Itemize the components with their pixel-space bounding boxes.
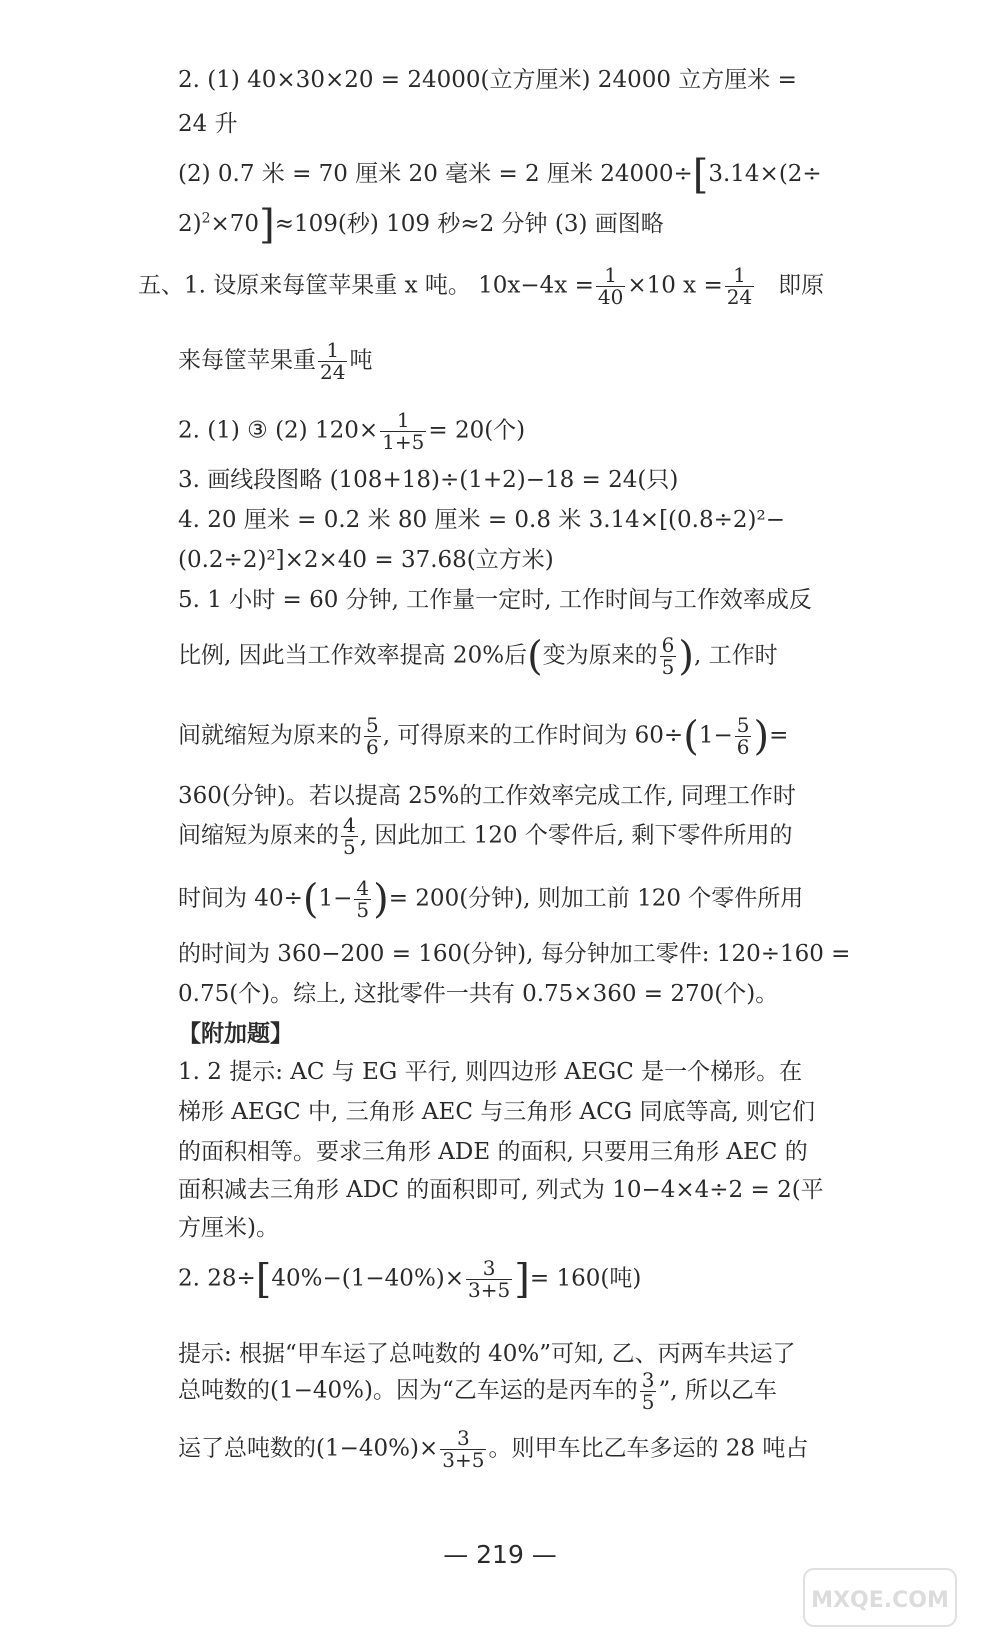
section5-q5-l3: 间就缩短为原来的 $\frac{5}{6}$ , 可得原来的工作时间为 60÷(1− $\frac{5}{6}$ )= — [178, 713, 789, 760]
bonus-q1-l5: 方厘米)。 — [178, 1215, 279, 1241]
bonus-q2: 2. 28÷[40%−(1−40%)× $\frac{3}{3+5}$ ]= 160(吨) — [178, 1256, 642, 1303]
page-number: — 219 — — [443, 1540, 557, 1569]
bonus-q2-hint-l2: 总吨数的(1−40%)。因为“乙车运的是丙车的 $\frac{3}{5}$ ”, 所以乙车 — [178, 1368, 777, 1414]
q2-part1: 2. (1) 40×30×20 = 24000(立方厘米) 24000 立方厘米 = — [178, 67, 797, 93]
fraction: $\frac{4}{5}$ — [343, 813, 356, 859]
bonus-q1-l3: 的面积相等。要求三角形 ADE 的面积, 只要用三角形 AEC 的 — [178, 1139, 808, 1165]
bonus-q1-l4: 面积减去三角形 ADC 的面积即可, 列式为 10−4×4÷2 = 2(平 — [178, 1177, 824, 1203]
section5-q5-l6: 时间为 40÷(1− $\frac{4}{5}$ )= 200(分钟), 则加工前 120 个零件所用 — [178, 876, 804, 923]
bonus-q2-hint-l3: 运了总吨数的(1−40%)× $\frac{3}{3+5}$ 。则甲车比乙车多运的 28 吨占 — [178, 1426, 809, 1472]
section5-q3: 3. 画线段图略 (108+18)÷(1+2)−18 = 24(只) — [178, 467, 679, 493]
bonus-q2-hint: 提示: 根据“甲车运了总吨数的 40%”可知, 乙、丙两车共运了 — [178, 1341, 796, 1367]
section5-q5-l2: 比例, 因此当工作效率提高 20%后(变为原来的 $\frac{6}{5}$ ), 工作时 — [178, 633, 778, 680]
fraction: $\frac{3}{3+5}$ — [468, 1256, 511, 1302]
section5-q5-l7: 的时间为 360−200 = 160(分钟), 每分钟加工零件: 120÷160 = — [178, 941, 851, 967]
section5-q5-l4: 360(分钟)。若以提高 25%的工作效率完成工作, 同理工作时 — [178, 783, 796, 809]
bonus-heading: 【附加题】 — [178, 1021, 293, 1047]
watermark-icon — [800, 1565, 960, 1630]
svg-text:MXQE.COM: MXQE.COM — [811, 1588, 949, 1613]
section5-q5-l8: 0.75(个)。综上, 这批零件一共有 0.75×360 = 270(个)。 — [178, 981, 779, 1007]
bonus-q1-l2: 梯形 AEGC 中, 三角形 AEC 与三角形 ACG 同底等高, 则它们 — [178, 1099, 816, 1125]
q2-part2: (2) 0.7 米 = 70 厘米 20 毫米 = 2 厘米 24000÷[3.14×(2÷ — [178, 152, 822, 198]
q2-part2-cont: 2)$^2$×70]≈109(秒) 109 秒≈2 分钟 (3) 画图略 — [178, 202, 664, 248]
bonus-q1: 1. 2 提示: AC 与 EG 平行, 则四边形 AEGC 是一个梯形。在 — [178, 1059, 803, 1085]
section5-q1-cont: 来每筐苹果重 $\frac{1}{24}$ 吨 — [178, 338, 373, 384]
section5-q4-cont: (0.2÷2)²]×2×40 = 37.68(立方米) — [178, 547, 554, 573]
section5-q1: 五、1. 设原来每筐苹果重 x 吨。 10x−4x = $\frac{1}{40}$ ×10 x = $\frac{1}{24}$ 即原 — [138, 263, 825, 309]
section5-q2: 2. (1) ③ (2) 120× $\frac{1}{1+5}$ = 20(个) — [178, 408, 526, 454]
fraction: $\frac{6}{5}$ — [661, 633, 675, 679]
fraction: $\frac{3}{3+5}$ — [442, 1426, 485, 1472]
fraction: $\frac{5}{6}$ — [736, 713, 750, 759]
section5-q4: 4. 20 厘米 = 0.2 米 80 厘米 = 0.8 米 3.14×[(0.8÷2)²− — [178, 507, 785, 533]
section5-q5-l5: 间缩短为原来的 $\frac{4}{5}$ , 因此加工 120 个零件后, 剩下零件所用的 — [178, 813, 793, 859]
fraction: $\frac{4}{5}$ — [356, 876, 370, 922]
watermark-logo — [800, 1565, 960, 1630]
fraction: $\frac{1}{24}$ — [320, 338, 346, 384]
section5-q5: 5. 1 小时 = 60 分钟, 工作量一定时, 工作时间与工作效率成反 — [178, 587, 812, 613]
q2-part1-cont: 24 升 — [178, 111, 238, 137]
fraction: $\frac{3}{5}$ — [641, 1368, 655, 1414]
fraction: $\frac{1}{24}$ — [726, 263, 753, 309]
fraction: $\frac{1}{1+5}$ — [382, 408, 425, 454]
fraction: $\frac{5}{6}$ — [366, 713, 379, 759]
fraction: $\frac{1}{40}$ — [597, 263, 624, 309]
